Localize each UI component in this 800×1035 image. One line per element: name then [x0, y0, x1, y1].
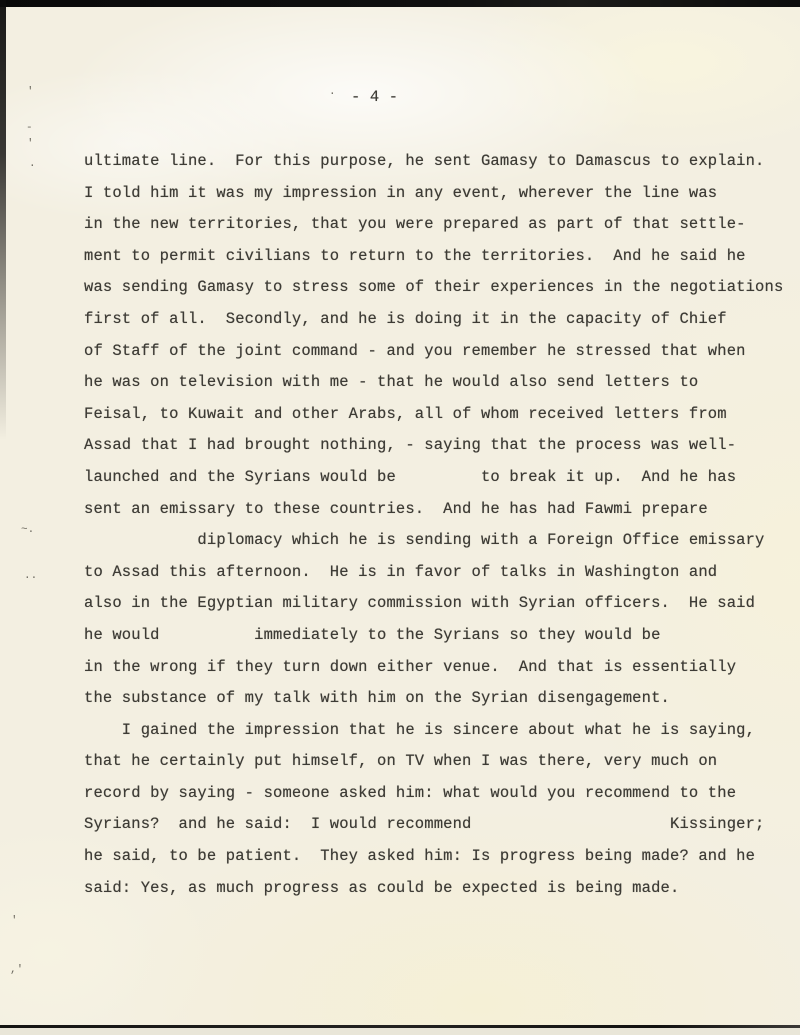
stray-mark: . — [329, 86, 336, 98]
text-line: also in the Egyptian military commission with Syrian officers. He said — [84, 594, 756, 613]
stray-mark: ' — [11, 915, 18, 927]
text-line: that he certainly put himself, on TV when I was there, very much on — [84, 752, 718, 771]
stray-mark: ~. — [21, 524, 35, 536]
scan-edge-top-bar — [0, 0, 800, 7]
text-line: of Staff of the joint command - and you remember he stressed that when — [84, 341, 746, 360]
text-line: to Assad this afternoon. He is in favor of talks in Washington and — [84, 562, 718, 581]
scan-edge-bottom-strip — [0, 1028, 800, 1035]
typewritten-text-block — [84, 146, 796, 904]
text-line: I gained the impression that he is sincere about what he is saying, — [84, 720, 756, 739]
stray-mark: . — [29, 158, 36, 170]
text-line: was sending Gamasy to stress some of their experiences in the negotiations — [84, 278, 784, 297]
text-line-redacted-gap: he would immediately to the Syrians so they would be — [84, 625, 661, 644]
text-line: he said, to be patient. They asked him: Is progress being made? and he — [84, 847, 756, 866]
scan-edge-left-strip — [0, 0, 6, 440]
text-line: in the new territories, that you were prepared as part of that settle- — [84, 215, 746, 234]
text-line-redacted-gap: launched and the Syrians would be to break it up. And he has — [84, 467, 737, 486]
stray-mark: ' — [27, 86, 34, 98]
text-line: record by saying - someone asked him: what would you recommend to the — [84, 783, 737, 802]
page-number: - 4 - — [351, 88, 399, 106]
text-line: sent an emissary to these countries. And he has had Fawmi prepare — [84, 499, 708, 518]
text-line: ment to permit civilians to return to the territories. And he said he — [84, 246, 746, 265]
text-line: ultimate line. For this purpose, he sent Gamasy to Damascus to explain. — [84, 152, 765, 170]
stray-mark: ' — [27, 138, 34, 150]
text-line-redacted-gap: diplomacy which he is sending with a Foreign Office emissary — [84, 531, 765, 550]
text-line: first of all. Secondly, and he is doing it in the capacity of Chief — [84, 309, 727, 328]
text-line: the substance of my talk with him on the Syrian disengagement. — [84, 689, 670, 708]
text-line: I told him it was my impression in any event, wherever the line was — [84, 183, 718, 202]
text-line-redacted-gap: Syrians? and he said: I would recommend Kissinger; — [84, 815, 765, 834]
text-line: in the wrong if they turn down either venue. And that is essentially — [84, 657, 737, 676]
stray-mark: ,' — [10, 964, 24, 976]
text-line: Feisal, to Kuwait and other Arabs, all of whom received letters from — [84, 404, 727, 423]
text-line: Assad that I had brought nothing, - saying that the process was well- — [84, 436, 737, 455]
stray-mark: - — [26, 122, 33, 134]
stray-mark: .. — [24, 570, 38, 582]
text-line: said: Yes, as much progress as could be expected is being made. — [84, 878, 680, 897]
text-line: he was on television with me - that he would also send letters to — [84, 373, 699, 392]
